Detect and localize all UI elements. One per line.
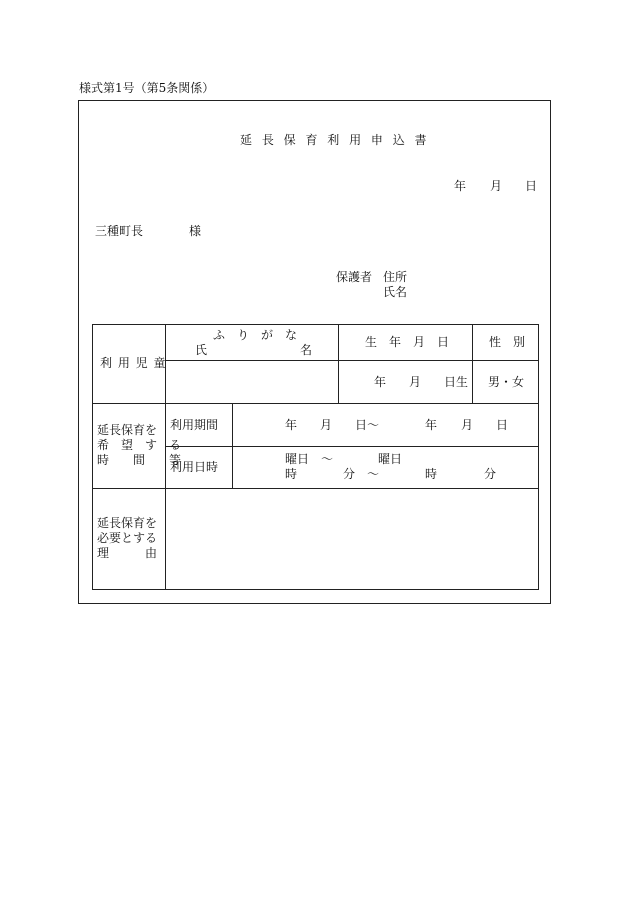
table-border-right: [538, 324, 539, 589]
period-end-year: 年: [425, 418, 438, 432]
gender-header: 性 別: [489, 335, 526, 349]
table-line-birth-col: [472, 324, 473, 403]
table-line-name-col: [338, 324, 339, 403]
document-title: 延 長 保 育 利 用 申 込 書: [240, 133, 430, 147]
period-start-year: 年: [285, 418, 298, 432]
addressee-honorific: 様: [189, 224, 202, 238]
time-start-hour: 時: [285, 467, 298, 481]
form-number: 様式第1号（第5条関係）: [79, 81, 215, 95]
applicant-address-label: 住所: [383, 270, 408, 284]
table-line-child-mid: [165, 360, 539, 361]
child-label: 利 用 児 童: [100, 356, 167, 370]
name-left-label: 氏: [195, 343, 208, 357]
table-border-left: [92, 324, 93, 589]
period-label: 利用期間: [170, 418, 219, 432]
table-border-bottom: [92, 589, 539, 590]
period-end-month: 月: [461, 418, 474, 432]
table-line-wish-mid: [165, 446, 539, 447]
birth-header: 生 年 月 日: [365, 335, 450, 349]
time-start-minute: 分 〜: [343, 467, 380, 481]
date-day: 日: [525, 179, 538, 193]
wish-label: 延長保育を 希 望 す る 時 間 等: [97, 423, 182, 467]
table-line-child-bottom: [92, 403, 539, 404]
gender-value: 男・女: [488, 375, 525, 389]
time-end-minute: 分: [484, 467, 497, 481]
date-year: 年: [454, 179, 467, 193]
birth-month: 月: [409, 375, 422, 389]
applicant-role: 保護者: [336, 270, 373, 284]
weekday-end: 曜日: [378, 452, 403, 466]
period-end-day: 日: [496, 418, 509, 432]
period-start-month: 月: [320, 418, 333, 432]
time-end-hour: 時: [425, 467, 438, 481]
birth-day: 日生: [444, 375, 469, 389]
birth-year: 年: [374, 375, 387, 389]
furigana-label: ふ り が な: [213, 328, 298, 342]
date-month: 月: [490, 179, 503, 193]
datetime-label: 利用日時: [170, 460, 219, 474]
reason-label: 延長保育を 必要とする 理 由: [97, 516, 158, 560]
table-line-sublabel-col: [232, 403, 233, 488]
period-start-day: 日〜: [355, 418, 380, 432]
weekday-start: 曜日 〜: [285, 452, 334, 466]
reason-field[interactable]: [166, 489, 538, 588]
addressee-name: 三種町長: [95, 224, 144, 238]
name-right-label: 名: [300, 343, 313, 357]
applicant-name-label: 氏名: [383, 285, 408, 299]
